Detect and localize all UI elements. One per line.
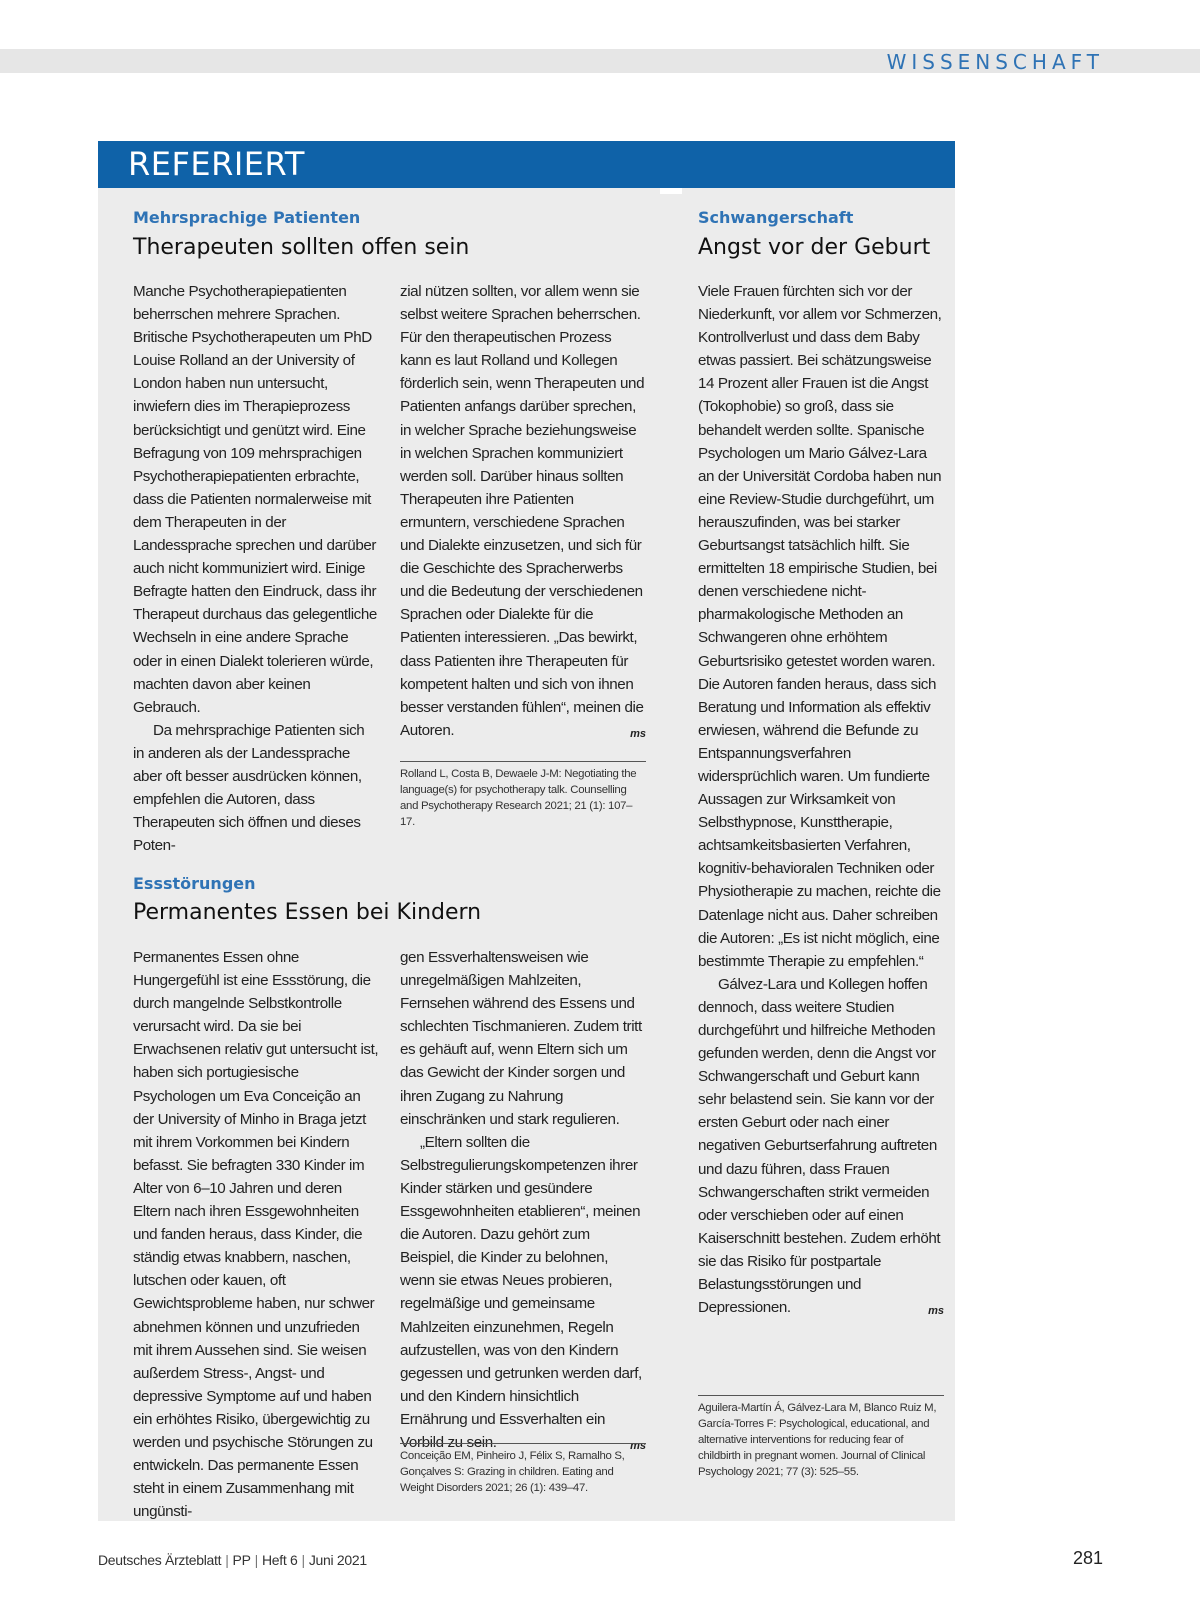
article-column xyxy=(400,280,646,746)
reference: Conceição EM, Pinheiro J, Félix S, Ramalho S, Gonçalves S: Grazing in children. Eating and Weight Disorders 2021; 26 (1): 439–47. xyxy=(400,1443,646,1496)
reference: Aguilera-Martín Á, Gálvez-Lara M, Blanco Ruiz M, García-Torres F: Psychological, educational, and alternative interventions for reducing fear of childbirth in pregnant women. Journal of Clinical Psychology 2021; 77 (3): 525–55. xyxy=(698,1395,944,1480)
article-column xyxy=(133,946,379,1523)
page-number: 281 xyxy=(1072,1548,1103,1568)
paragraph xyxy=(400,280,646,742)
article-kicker: Schwangerschaft xyxy=(698,208,854,227)
issue-date: Juni 2021 xyxy=(308,1552,367,1568)
paragraph xyxy=(400,1131,646,1454)
author-signature: ms xyxy=(928,1305,944,1318)
author-signature: ms xyxy=(630,727,646,740)
article-column xyxy=(698,280,944,1323)
paragraph xyxy=(698,973,944,1319)
paragraph: Manche Psychotherapiepatienten beherrschen mehrere Sprachen. Britische Psychotherapeuten um PhD Louise Rolland an der University of London haben nun untersucht, inwiefern dies im Therapieprozess berücksichtigt und genützt wird. Eine Befragung von 109 mehrsprachigen Psychotherapiepatienten erbrachte, dass die Patienten normalerweise mit dem Therapeuten in der Landessprache sprechen und darüber auch nicht kommuniziert wird. Einige Befragte hatten den Eindruck, dass ihr Therapeut durchaus das gelegentliche Wechseln in eine andere Sprache oder in einen Dialekt tolerieren würde, machten davon aber keinen Gebrauch. xyxy=(133,283,377,716)
article-headline: Angst vor der Geburt xyxy=(698,235,931,260)
paragraph-text: zial nützen sollten, vor allem wenn sie selbst weitere Sprachen beherrschen. Für den therapeutischen Prozess kann es laut Rolland und Kollegen förderlich sein, wenn Therapeuten und Patienten anfangs darüber sprechen, in welcher Sprache beziehungsweise in welchen Sprachen kommuniziert werden soll. Darüber hinaus sollten Therapeuten ihre Patienten ermuntern, verschiedene Sprachen und Dialekte einzusetzen, und sich für die Geschichte des Spracherwerbs und die Bedeutung der verschiedenen Sprachen oder Dialekte für die Patienten interessieren. „Das bewirkt, dass Patienten ihre Therapeuten für kompetent halten und sich von ihnen besser verstanden fühlen“, meinen die Autoren. xyxy=(400,283,645,739)
header-divider xyxy=(660,188,682,194)
article-column xyxy=(133,280,379,857)
article-headline: Permanentes Essen bei Kindern xyxy=(133,900,482,925)
section-header-title: REFERIERT xyxy=(128,145,305,183)
paragraph-text: „Eltern sollten die Selbstregulierungskompetenzen ihrer Kinder stärken und gesündere Essgewohnheiten etablieren“, meinen die Autoren. Dazu gehört zum Beispiel, die Kinder zu belohnen, wenn sie etwas Neues probieren, regelmäßige und gemeinsame Mahlzeiten einzunehmen, Regeln aufzustellen, was von den Kindern gegessen und getrunken werden darf, und den Kindern hinsichtlich Ernährung und Essverhalten ein Vorbild zu sein. xyxy=(400,1133,642,1451)
footer-publication-info: Deutsches Ärzteblatt | PP | Heft 6 | Juni 2021 xyxy=(98,1552,367,1568)
article-headline: Therapeuten sollten offen sein xyxy=(133,235,470,260)
section-label: WISSENSCHAFT xyxy=(886,50,1104,74)
author-signature: ms xyxy=(630,1439,646,1452)
publication-edition: PP xyxy=(232,1552,251,1568)
section-header-bar xyxy=(98,141,955,188)
reference: Rolland L, Costa B, Dewaele J-M: Negotiating the language(s) for psychotherapy talk. Counselling and Psychotherapy Research 2021; 21 (1): 107–17. xyxy=(400,761,646,830)
paragraph-text: Gálvez-Lara und Kollegen hoffen dennoch, dass weitere Studien durchgeführt und hilfreiche Methoden gefunden werden, denn die Angst vor Schwangerschaft und Geburt kann sehr belastend sein. Sie kann vor der ersten Geburt oder nach einer negativen Geburtserfahrung auftreten und dazu führen, dass Frauen Schwangerschaften strikt vermeiden oder verschieben oder auf einen Kaiserschnitt bestehen. Zudem erhöht sie das Risiko für postpartale Belastungsstörungen und Depressionen. xyxy=(698,975,941,1317)
issue-number: Heft 6 xyxy=(261,1552,298,1568)
paragraph: Viele Frauen fürchten sich vor der Niederkunft, vor allem vor Schmerzen, Kontrollverlust und dass dem Baby etwas passiert. Bei schätzungsweise 14 Prozent aller Frauen ist die Angst (Tokophobie) so groß, dass sie behandelt werden sollte. Spanische Psychologen um Mario Gálvez-Lara an der Universität Cordoba haben nun eine Review-Studie durchgeführt, um herauszufinden, was bei starker Geburtsangst tatsächlich hilft. Sie ermittelten 18 empirische Studien, bei denen verschiedene nicht-pharmakologische Methoden an Schwangeren ohne erhöhtem Geburtsrisiko getestet worden waren. Die Autoren fanden heraus, dass sich Beratung und Information als effektiv erwiesen, während die Befunde zu Entspannungsverfahren widersprüchlich waren. Um fundierte Aussagen zur Wirksamkeit von Selbsthypnose, Kunsttherapie, achtsamkeitsbasierten Verfahren, kognitiv-behavioralen Techniken oder Physiotherapie zu machen, reichte die Datenlage nicht aus. Daher schreiben die Autoren: „Es ist nicht möglich, eine bestimmte Therapie zu empfehlen.“ xyxy=(698,283,942,970)
article-column xyxy=(400,946,646,1458)
paragraph: gen Essverhaltensweisen wie unregelmäßigen Mahlzeiten, Fernsehen während des Essens und schlechten Tischmanieren. Zudem tritt es gehäuft auf, wenn Eltern sich um das Gewicht der Kinder sorgen und ihren Zugang zu Nahrung einschränken und stark regulieren. xyxy=(400,949,642,1128)
paragraph: Permanentes Essen ohne Hungergefühl ist eine Essstörung, die durch mangelnde Selbstkontrolle verursacht wird. Da sie bei Erwachsenen relativ gut untersucht ist, haben sich portugiesische Psychologen um Eva Conceição an der University of Minho in Braga jetzt mit ihrem Vorkommen bei Kindern befasst. Sie befragten 330 Kinder im Alter von 6–10 Jahren und deren Eltern nach ihren Essgewohnheiten und fanden heraus, dass Kinder, die ständig etwas knabbern, naschen, lutschen oder kauen, oft Gewichtsprobleme haben, nur schwer abnehmen können und unzufrieden mit ihrem Aussehen sind. Sie weisen außerdem Stress-, Angst- und depressive Symptome auf und haben ein erhöhtes Risiko, übergewichtig zu werden und psychische Störungen zu entwickeln. Das permanente Essen steht in einem Zusammenhang mit ungünsti- xyxy=(133,949,379,1521)
publication-name: Deutsches Ärzteblatt xyxy=(98,1552,222,1568)
paragraph: Da mehrsprachige Patienten sich in anderen als der Landessprache aber oft besser ausdrücken können, empfehlen die Autoren, dass Therapeuten sich öffnen und dieses Poten- xyxy=(133,721,365,855)
article-kicker: Mehrsprachige Patienten xyxy=(133,208,361,227)
article-kicker: Essstörungen xyxy=(133,874,256,893)
